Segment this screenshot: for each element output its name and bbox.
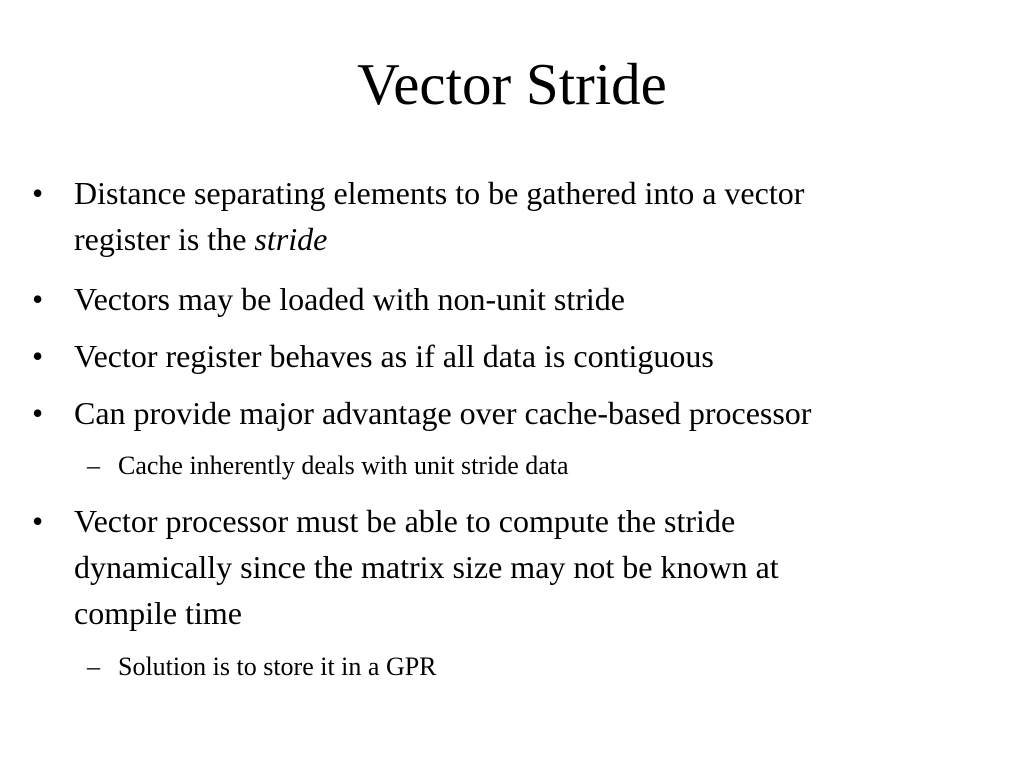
bullet-text-line bbox=[74, 216, 804, 262]
bullet-text-line: Distance separating elements to be gathered into a vector bbox=[74, 175, 805, 211]
bullet-item bbox=[32, 276, 625, 322]
emphasis-term: stride bbox=[254, 221, 328, 257]
bullet-item bbox=[32, 390, 812, 436]
bullet-marker: • bbox=[32, 175, 44, 211]
bullet-text-line: Vector register behaves as if all data is contiguous bbox=[74, 338, 714, 374]
bullet-marker: • bbox=[32, 503, 44, 539]
bullet-text-segment: register is the bbox=[74, 221, 255, 257]
bullet-item bbox=[32, 333, 714, 379]
bullet-text-line: Vectors may be loaded with non-unit stride bbox=[74, 281, 625, 317]
bullet-text-line: Vector processor must be able to compute the stride bbox=[74, 503, 736, 539]
bullet-text-line: compile time bbox=[74, 595, 242, 631]
bullet-text-line: Can provide major advantage over cache-based processor bbox=[74, 395, 812, 431]
sub-bullet-item bbox=[87, 451, 569, 481]
bullet-marker: • bbox=[32, 281, 44, 317]
sub-bullet-item bbox=[87, 652, 437, 682]
bullet-marker: • bbox=[32, 338, 44, 374]
sub-bullet-marker: – bbox=[87, 451, 100, 480]
bullet-text-line: dynamically since the matrix size may not be known at bbox=[74, 549, 779, 585]
sub-bullet-text: Cache inherently deals with unit stride data bbox=[118, 451, 569, 480]
bullet-item bbox=[32, 170, 805, 262]
slide-title: Vector Stride bbox=[357, 51, 667, 117]
bullet-marker: • bbox=[32, 395, 44, 431]
sub-bullet-marker: – bbox=[87, 652, 100, 681]
bullet-item bbox=[32, 498, 779, 636]
sub-bullet-text: Solution is to store it in a GPR bbox=[118, 652, 437, 681]
